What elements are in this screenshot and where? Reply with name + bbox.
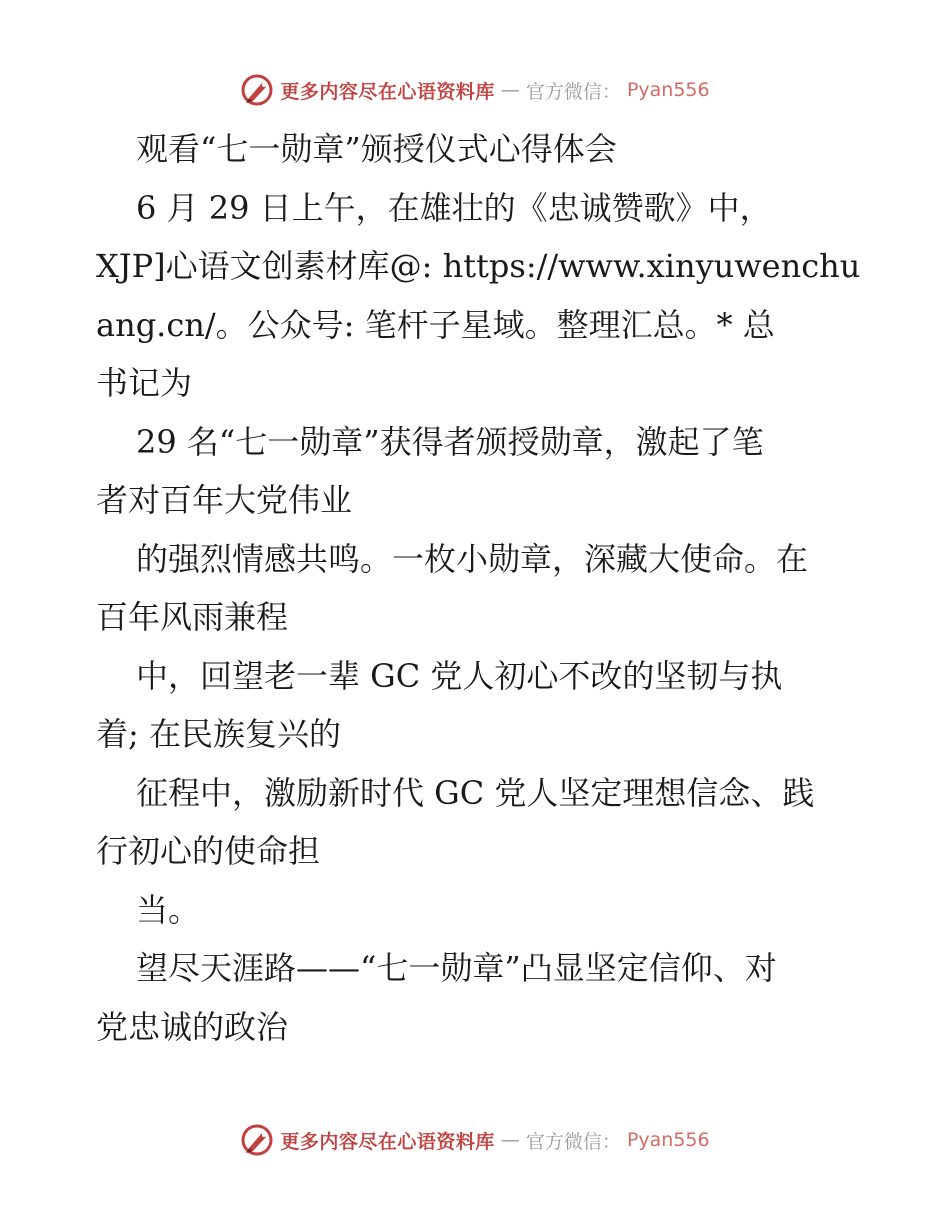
doc-line: ang.cn/。公众号: 笔杆子星域。整理汇总。* 总 bbox=[96, 305, 775, 344]
header-brand-text: 更多内容尽在心语资料库 bbox=[280, 80, 495, 103]
pen-logo-icon bbox=[240, 1123, 274, 1157]
header-separator: — bbox=[500, 79, 520, 101]
footer-separator: — bbox=[500, 1129, 520, 1151]
doc-line: 29 名“七一勋章”获得者颁授勋章，激起了笔 bbox=[136, 422, 764, 461]
doc-line: 行初心的使命担 bbox=[96, 832, 321, 870]
header-wechat-label: 官方微信： bbox=[525, 80, 621, 103]
doc-line: XJP]心语文创素材库@: https://www.xinyuwenchu bbox=[96, 247, 861, 285]
doc-line: 的强烈情感共鸣。一枚小勋章，深藏大使命。在 bbox=[136, 539, 809, 578]
header-wechat-id: Pyan556 bbox=[626, 79, 710, 101]
doc-line: 者对百年大党伟业 bbox=[96, 481, 353, 519]
doc-line: 党忠诚的政治 bbox=[96, 1007, 289, 1046]
doc-line-title: 观看“七一勋章”颁授仪式心得体会 bbox=[136, 130, 617, 168]
doc-line: 中，回望老一辈 GC 党人初心不改的坚韧与执 bbox=[136, 656, 783, 695]
doc-line: 书记为 bbox=[96, 364, 193, 402]
document-body bbox=[96, 120, 866, 1056]
doc-line: 着; 在民族复兴的 bbox=[96, 715, 341, 753]
header-banner bbox=[0, 70, 950, 110]
doc-line: 望尽天涯路——“七一勋章”凸显坚定信仰、对 bbox=[136, 949, 777, 987]
footer-brand-text: 更多内容尽在心语资料库 bbox=[280, 1130, 495, 1153]
pen-logo-icon bbox=[240, 73, 274, 107]
footer-wechat-id: Pyan556 bbox=[626, 1129, 710, 1151]
doc-line: 征程中，激励新时代 GC 党人坚定理想信念、践 bbox=[136, 773, 815, 812]
doc-line: 6 月 29 日上午，在雄壮的《忠诚赞歌》中， bbox=[136, 188, 772, 227]
footer-banner bbox=[0, 1120, 950, 1160]
footer-wechat-label: 官方微信： bbox=[525, 1130, 621, 1153]
doc-line: 百年风雨兼程 bbox=[96, 598, 289, 636]
doc-line: 当。 bbox=[136, 890, 201, 929]
